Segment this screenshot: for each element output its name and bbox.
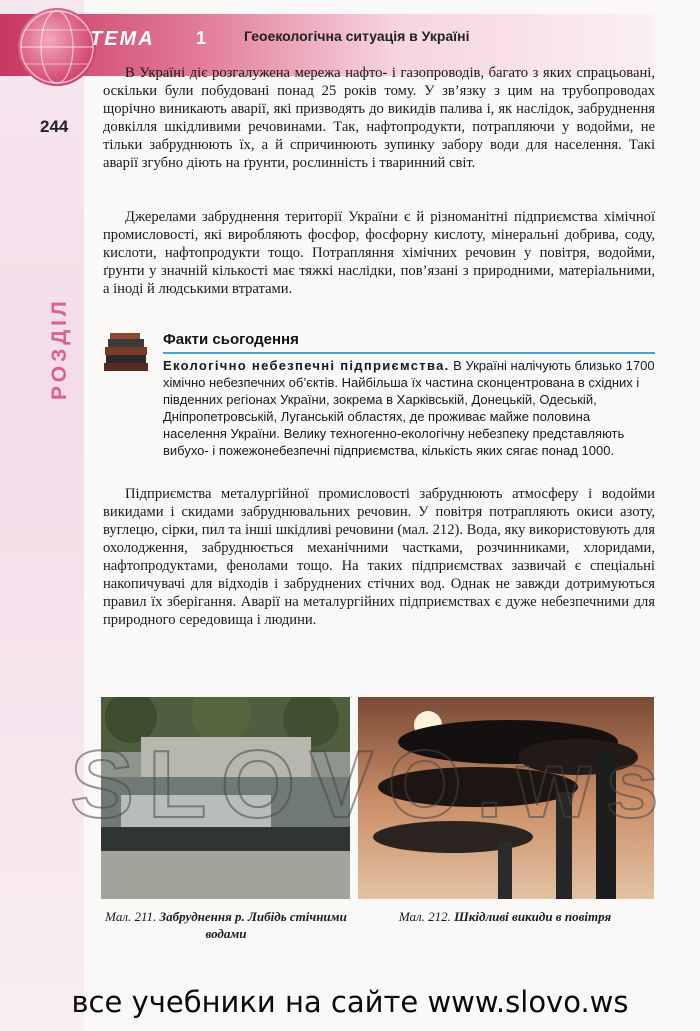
footer-banner: все учебники на сайте www.slovo.ws xyxy=(71,985,629,1019)
paragraph-pipelines xyxy=(103,64,655,172)
facts-box xyxy=(163,357,655,459)
topic-label: ТЕМА xyxy=(90,28,155,50)
paragraph-text: В Україні діє розгалужена мережа нафто- і газопроводів, багато з яких спрацьовані, оскільки були побудовані понад 25 років тому. У зв’язку з цим на трубопроводах щорічно виникають аварії, які призводять до викидів палива і, як наслідок, забруднення довкілля шкідливими речовинами. Так, нафтопродукти, потрапляючи у водойми, не тільки забруднюють їх, а й спричинюють зупинку забору води для населення. Такі аварії згубно діють на ґрунти, рослинність і тваринний світ. xyxy=(103,65,655,171)
river-pollution-photo xyxy=(101,697,350,899)
facts-lead: Екологічно небезпечні підприємства. xyxy=(163,358,450,373)
figure-title: Забруднення р. Либідь стічними водами xyxy=(159,909,347,941)
facts-title: Факти сьогодення xyxy=(163,331,299,348)
figure-caption-212 xyxy=(365,908,645,925)
paragraph-chemical xyxy=(103,208,655,298)
page-number: 244 xyxy=(40,117,69,136)
paragraph-text: Підприємства металургійної промисловості забруднюють атмосферу і водойми викидами і скидами забруднювальних речовин. У повітря потрапляють окиси азоту, вуглецю, сірки, пил та інші шкідливі речовини (мал. 212). Вода, яку використовують для охолодження, забруднюється механічними частками, розчинниками, хлоридами, нафтопродуктами, фенолами тощо. На таких підприємствах зазвичай є спеціальні накопичувачі для відходів і забруднених стічних вод. Однак не завжди дотримуються правил їх зберігання. Аварії на металургійних підприємствах є дуже небезпечними для природного середовища і людини. xyxy=(103,486,655,628)
facts-body: В Україні налічують близько 1700 хімічно небезпечних об’єктів. Найбільша їх частина сконцентрована в східних і південних регіонах України, зокрема в Харківській, Донецькій, Одеській, Дніпропетровській, Луганській областях, де проживає майже половина населення України. Велику техногенно-екологічну небезпеку представляють вибухо- і пожежонебезпечні підприємства, кількість яких сягає понад 1000. xyxy=(163,358,655,458)
left-margin-decoration xyxy=(0,0,84,1031)
globe-icon xyxy=(18,8,96,86)
page-header-title: Геоекологічна ситуація в Україні xyxy=(244,28,470,44)
figure-number: Мал. 211. xyxy=(105,909,157,924)
figure-number: Мал. 212. xyxy=(398,909,451,924)
section-label: РОЗДІЛ xyxy=(48,297,71,400)
figure-title: Шкідливі викиди в повітря xyxy=(454,909,612,924)
smokestacks-photo xyxy=(358,697,654,899)
figure-caption-211 xyxy=(95,908,357,942)
topic-number: 1 xyxy=(196,28,207,48)
facts-divider xyxy=(163,352,655,354)
paragraph-text: Джерелами забруднення території України є й різноманітні підприємства хімічної промисловості, які виробляють фосфор, фосфорну кислоту, мінеральні добрива, соду, кислоти, нафтопродукти тощо. Потрапляння хімічних речовин у повітря, водойми, ґрунти у значній кількості має тяжкі наслідки, пов’язані з природними, матеріальними, а іноді й людськими втратами. xyxy=(103,209,655,297)
paragraph-metallurgy xyxy=(103,485,655,629)
books-icon xyxy=(102,333,152,373)
